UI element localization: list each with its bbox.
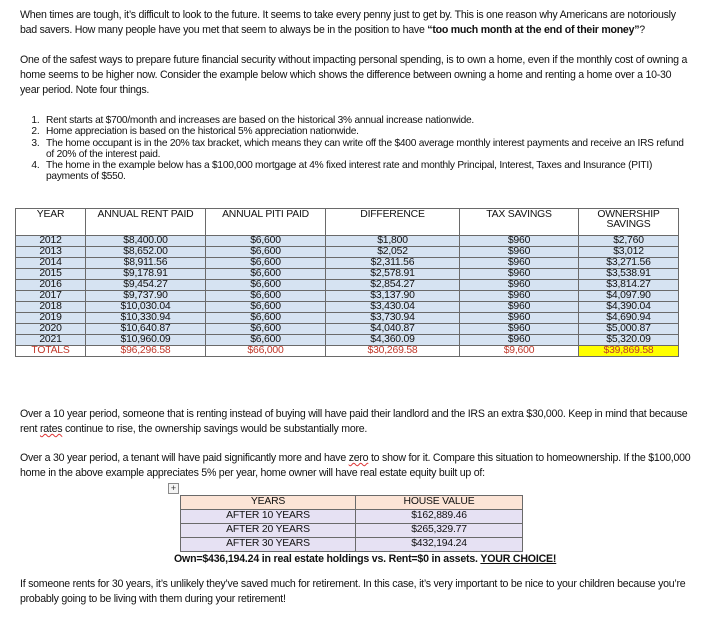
own-summary-text: Own=$436,194.24 in real estate holdings vs. Rent=$0 in assets. — [174, 553, 481, 565]
totals-difference: $30,269.58 — [326, 346, 460, 357]
cell-difference: $2,854.27 — [326, 280, 460, 291]
cell-difference: $2,052 — [326, 247, 460, 258]
cell-tax: $960 — [460, 291, 579, 302]
cell-rent: $9,178.91 — [86, 269, 206, 280]
cell-ownership: $3,538.91 — [579, 269, 679, 280]
cell-rent: $10,640.87 — [86, 324, 206, 335]
cell-difference: $3,730.94 — [326, 313, 460, 324]
totals-row — [16, 346, 679, 357]
header-tax-savings: TAX SAVINGS — [460, 209, 579, 236]
cell-piti: $6,600 — [206, 280, 326, 291]
house-value-table — [180, 495, 523, 552]
house-value: $265,329.77 — [356, 524, 523, 538]
cell-tax: $960 — [460, 313, 579, 324]
cell-ownership: $3,012 — [579, 247, 679, 258]
table-row — [16, 313, 679, 324]
cell-year: 2014 — [16, 258, 86, 269]
house-header-value: HOUSE VALUE — [356, 496, 523, 510]
cell-year: 2015 — [16, 269, 86, 280]
cell-rent: $10,030.04 — [86, 302, 206, 313]
table-row — [16, 280, 679, 291]
table-move-handle-icon[interactable]: + — [168, 483, 179, 494]
cell-ownership: $3,814.27 — [579, 280, 679, 291]
cell-rent: $9,454.27 — [86, 280, 206, 291]
intro-quote: “too much month at the end of their money” — [427, 24, 640, 36]
p4-text-end: to show for it. Compare this situation to homeownership. If the $100,000 home in the above example appreciates 5% per year, home owner will have real estate equity built up of: — [20, 452, 691, 479]
table-body — [16, 236, 679, 346]
your-choice-text: YOUR CHOICE! — [480, 553, 557, 565]
cell-ownership: $2,760 — [579, 236, 679, 247]
totals-piti: $66,000 — [206, 346, 326, 357]
table-row — [16, 324, 679, 335]
cell-tax: $960 — [460, 335, 579, 346]
cell-ownership: $5,000.87 — [579, 324, 679, 335]
table-row — [16, 247, 679, 258]
cell-piti: $6,600 — [206, 302, 326, 313]
cell-piti: $6,600 — [206, 291, 326, 302]
cell-difference: $4,040.87 — [326, 324, 460, 335]
house-row — [181, 510, 523, 524]
cell-ownership: $4,690.94 — [579, 313, 679, 324]
fact-item: 2. Home appreciation is based on the historical 5% appreciation nationwide. — [42, 126, 690, 137]
header-ownership-savings: OWNERSHIP SAVINGS — [579, 209, 679, 236]
p4-text: Over a 30 year period, a tenant will have paid significantly more and have — [20, 452, 349, 464]
cell-piti: $6,600 — [206, 269, 326, 280]
cell-rent: $8,652.00 — [86, 247, 206, 258]
table-row — [16, 335, 679, 346]
cell-year: 2016 — [16, 280, 86, 291]
table-row — [16, 302, 679, 313]
cell-ownership: $3,271.56 — [579, 258, 679, 269]
cell-tax: $960 — [460, 236, 579, 247]
table-row — [16, 236, 679, 247]
paragraph-thirty-year — [20, 451, 692, 481]
house-header-years: YEARS — [181, 496, 356, 510]
table-row — [16, 258, 679, 269]
cell-year: 2013 — [16, 247, 86, 258]
own-vs-rent-summary — [174, 553, 556, 565]
cell-piti: $6,600 — [206, 258, 326, 269]
cell-piti: $6,600 — [206, 324, 326, 335]
savings-table — [15, 208, 679, 357]
intro-paragraph — [20, 8, 692, 38]
paragraph-two: One of the safest ways to prepare future financial security without impacting personal spending, is to own a home, even if the monthly cost of owning a home seems to be higher now. Consider the example below which shows the difference between owning a home and renting a home over a 10-30 year period. Note four things. — [20, 54, 688, 96]
cell-year: 2018 — [16, 302, 86, 313]
header-difference: DIFFERENCE — [326, 209, 460, 236]
facts-list — [20, 115, 690, 183]
retirement-paragraph: If someone rents for 30 years, it’s unlikely they’ve saved much for retirement. In this case, it’s very important to be nice to your children because you’re probably going to be living with them during your retirement! — [20, 578, 686, 605]
header-year: YEAR — [16, 209, 86, 236]
cell-piti: $6,600 — [206, 236, 326, 247]
cell-tax: $960 — [460, 302, 579, 313]
fact-item: 1. Rent starts at $700/month and increases are based on the historical 3% annual increase nationwide. — [42, 115, 690, 126]
totals-ownership: $39,869.58 — [579, 346, 679, 357]
p3-text: Over a 10 year period, someone that is renting instead of buying will have paid their landlord and the IRS an extra $30,000. Keep in mind that because rent — [20, 408, 688, 435]
cell-tax: $960 — [460, 247, 579, 258]
cell-difference: $3,137.90 — [326, 291, 460, 302]
fact-item: 4. The home in the example below has a $100,000 mortgage at 4% fixed interest rate and monthly Principal, Interest, Taxes and Insurance (PITI) payments of $550. — [42, 160, 690, 183]
cell-rent: $10,330.94 — [86, 313, 206, 324]
table-row — [16, 269, 679, 280]
cell-piti: $6,600 — [206, 247, 326, 258]
house-row — [181, 524, 523, 538]
cell-tax: $960 — [460, 269, 579, 280]
p4-zero: zero — [348, 452, 369, 464]
totals-tax: $9,600 — [460, 346, 579, 357]
cell-difference: $4,360.09 — [326, 335, 460, 346]
header-piti: ANNUAL PITI PAID — [206, 209, 326, 236]
cell-tax: $960 — [460, 280, 579, 291]
paragraph-ten-year — [20, 407, 690, 437]
cell-year: 2017 — [16, 291, 86, 302]
cell-year: 2020 — [16, 324, 86, 335]
cell-ownership: $4,097.90 — [579, 291, 679, 302]
cell-difference: $1,800 — [326, 236, 460, 247]
cell-year: 2019 — [16, 313, 86, 324]
cell-rent: $9,737.90 — [86, 291, 206, 302]
cell-ownership: $4,390.04 — [579, 302, 679, 313]
cell-difference: $2,578.91 — [326, 269, 460, 280]
header-rent: ANNUAL RENT PAID — [86, 209, 206, 236]
intro-end: ? — [639, 24, 645, 36]
table-header-row — [16, 209, 679, 236]
cell-year: 2012 — [16, 236, 86, 247]
cell-difference: $2,311.56 — [326, 258, 460, 269]
intro-text: When times are tough, it’s difficult to look to the future. It seems to take every penny just to get by. This is one reason why Americans are notoriously bad savers. How many people have you met that seem to always be in the position to have — [20, 9, 676, 36]
house-value: $432,194.24 — [356, 538, 523, 552]
cell-piti: $6,600 — [206, 335, 326, 346]
totals-label: TOTALS — [16, 346, 86, 357]
cell-tax: $960 — [460, 324, 579, 335]
p3-text-end: continue to rise, the ownership savings would be substantially more. — [62, 423, 368, 435]
house-row — [181, 538, 523, 552]
cell-tax: $960 — [460, 258, 579, 269]
totals-rent: $96,296.58 — [86, 346, 206, 357]
cell-ownership: $5,320.09 — [579, 335, 679, 346]
table-row — [16, 291, 679, 302]
cell-rent: $10,960.09 — [86, 335, 206, 346]
house-value: $162,889.46 — [356, 510, 523, 524]
p3-rates: rates — [39, 423, 63, 435]
cell-year: 2021 — [16, 335, 86, 346]
cell-rent: $8,911.56 — [86, 258, 206, 269]
house-header-row — [181, 496, 523, 510]
cell-rent: $8,400.00 — [86, 236, 206, 247]
house-years: AFTER 20 YEARS — [181, 524, 356, 538]
cell-difference: $3,430.04 — [326, 302, 460, 313]
fact-item: 3. The home occupant is in the 20% tax bracket, which means they can write off the $400 average monthly interest payments and receive an IRS refund of 20% of the interest paid. — [42, 138, 690, 161]
house-years: AFTER 30 YEARS — [181, 538, 356, 552]
cell-piti: $6,600 — [206, 313, 326, 324]
house-years: AFTER 10 YEARS — [181, 510, 356, 524]
